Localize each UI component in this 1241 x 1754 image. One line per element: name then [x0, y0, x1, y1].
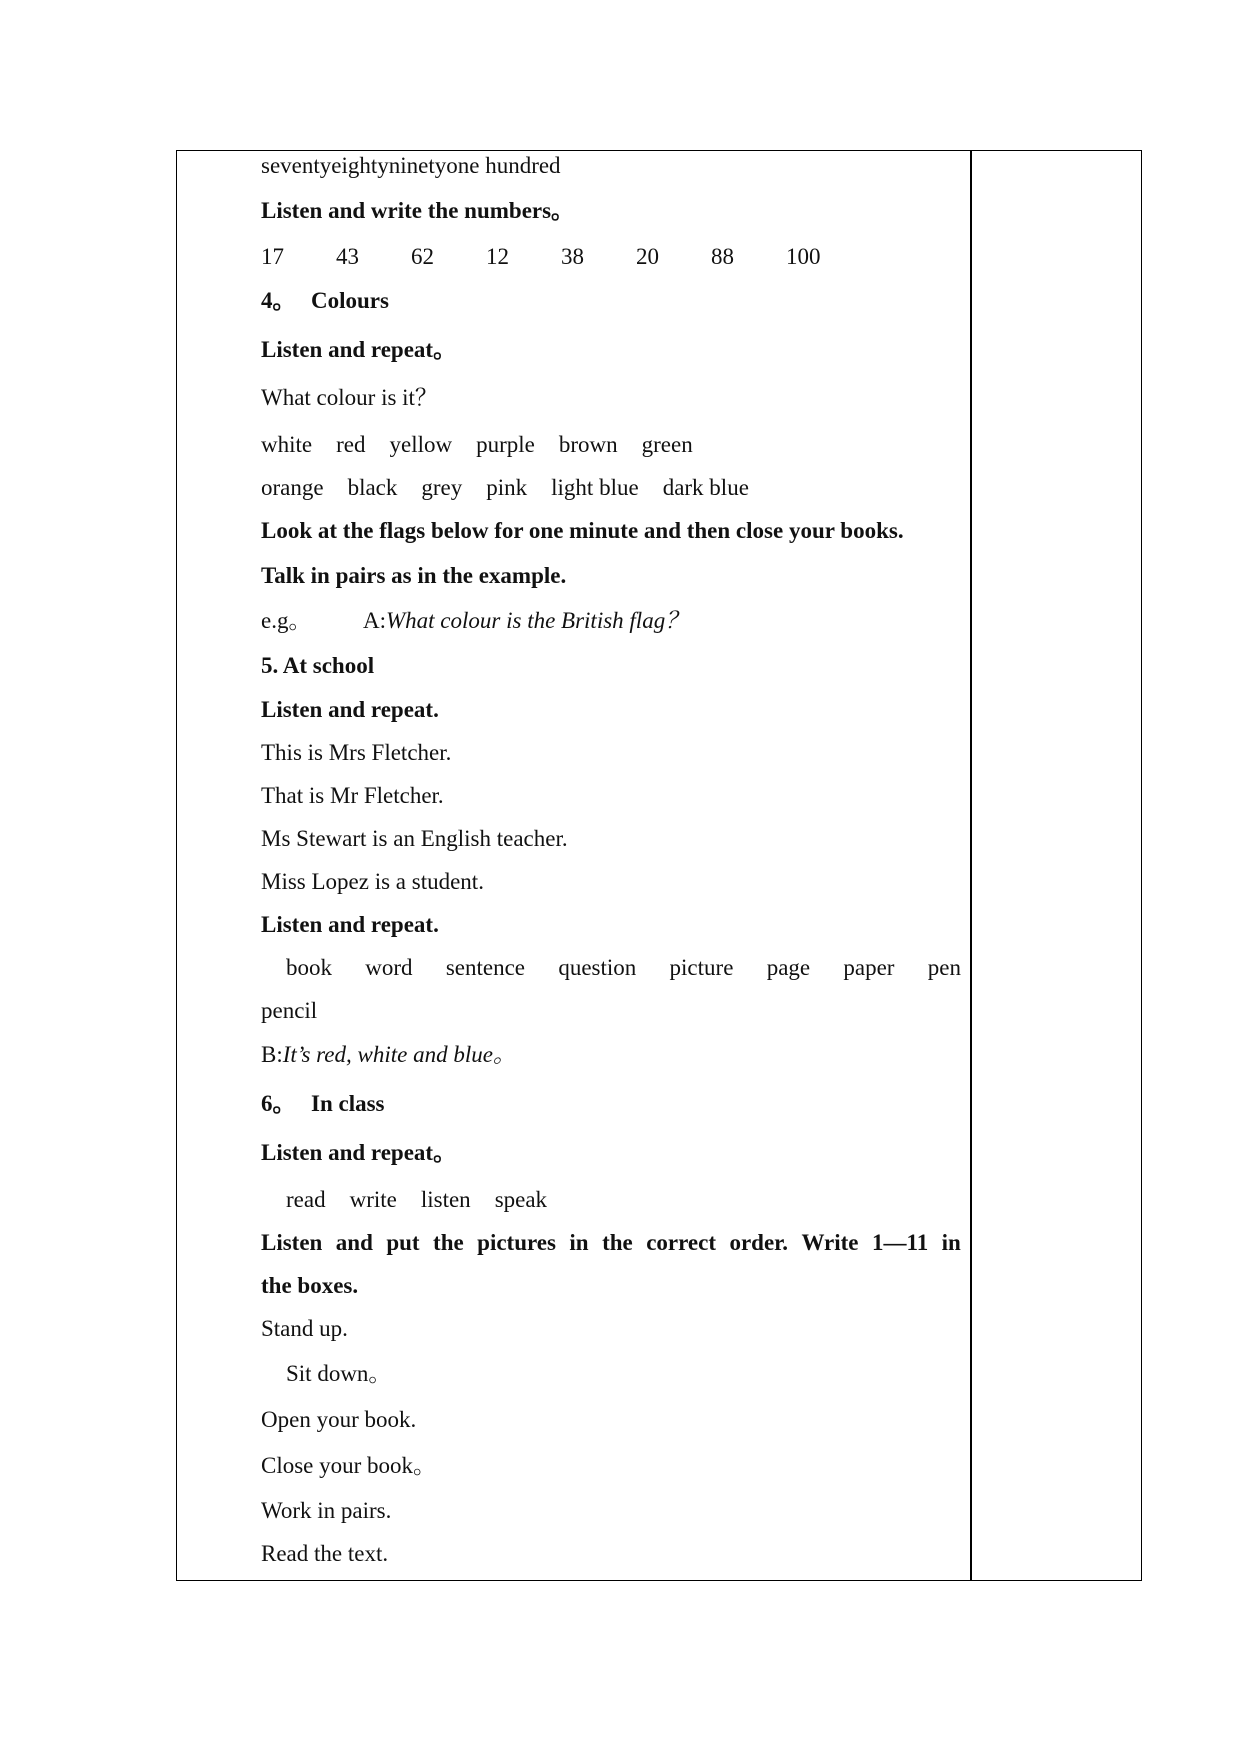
- instruction-word: and: [335, 1230, 373, 1255]
- class-word: write: [349, 1187, 397, 1212]
- colour-word: green: [641, 432, 693, 457]
- instruction-word: Write: [801, 1230, 859, 1255]
- school-word: pen: [927, 955, 961, 980]
- colour-word: brown: [558, 432, 618, 457]
- listen-repeat-heading: Listen and repeat.: [261, 697, 439, 722]
- example-speaker: A:: [363, 608, 386, 633]
- command-sit-down: Sit down。: [286, 1361, 392, 1386]
- sentence-ms-stewart: Ms Stewart is an English teacher.: [261, 826, 568, 851]
- school-word: sentence: [445, 955, 526, 980]
- class-word: read: [286, 1187, 326, 1212]
- section-4-heading: [261, 287, 389, 315]
- example-a: [261, 607, 688, 635]
- instruction-word: the: [602, 1230, 633, 1255]
- example-speaker: B:: [261, 1042, 283, 1067]
- command-open-book: Open your book.: [261, 1407, 417, 1432]
- colour-word: light blue: [551, 475, 639, 500]
- class-word: speak: [494, 1187, 548, 1212]
- listen-repeat-heading: Listen and repeat。: [261, 337, 457, 362]
- instruction-word: in: [569, 1230, 589, 1255]
- school-word: book: [286, 955, 332, 980]
- listen-write-heading: Listen and write the numbers。: [261, 198, 575, 223]
- example-label: e.g。: [261, 608, 312, 633]
- number-item: 38: [561, 244, 584, 269]
- put-pictures-instruction: [261, 1229, 961, 1257]
- colour-word: yellow: [389, 432, 453, 457]
- section-6-heading: [261, 1090, 385, 1118]
- section-title: Colours: [311, 288, 389, 313]
- instruction-word: pictures: [477, 1230, 556, 1255]
- colour-word: white: [261, 432, 313, 457]
- what-colour-question: What colour is it？: [261, 385, 438, 410]
- colours-row-1: [261, 431, 693, 459]
- instruction-word: order.: [729, 1230, 788, 1255]
- example-b: [261, 1041, 516, 1069]
- instruction-word: in: [941, 1230, 961, 1255]
- listen-repeat-heading: Listen and repeat。: [261, 1140, 457, 1165]
- numbers-words: seventyeightyninetyone hundred: [261, 153, 561, 178]
- number-item: 100: [786, 244, 821, 269]
- number-item: 20: [636, 244, 659, 269]
- number-item: 43: [336, 244, 359, 269]
- colour-word: dark blue: [662, 475, 749, 500]
- command-work-pairs: Work in pairs.: [261, 1498, 392, 1523]
- number-item: 17: [261, 244, 284, 269]
- command-close-book: Close your book。: [261, 1453, 437, 1478]
- section-title: In class: [311, 1091, 385, 1116]
- school-word-pencil: pencil: [261, 998, 318, 1023]
- number-item: 88: [711, 244, 734, 269]
- section-number: 4。: [261, 288, 296, 313]
- school-word: paper: [843, 955, 895, 980]
- listen-repeat-heading: Listen and repeat.: [261, 912, 439, 937]
- sentence-mrs-fletcher: This is Mrs Fletcher.: [261, 740, 452, 765]
- look-flags-instruction: Look at the flags below for one minute and then close your books.: [261, 518, 904, 543]
- example-question: What colour is the British flag？: [386, 608, 689, 633]
- colour-word: purple: [476, 432, 535, 457]
- command-read-text: Read the text.: [261, 1541, 389, 1566]
- table-column-divider: [970, 150, 972, 1581]
- instruction-word: 1—11: [871, 1230, 929, 1255]
- section-5-heading: 5. At school: [261, 653, 375, 678]
- example-answer: It’s red, white and blue。: [282, 1042, 516, 1067]
- colours-row-2: [261, 474, 749, 502]
- colour-word: grey: [421, 475, 463, 500]
- colour-word: red: [336, 432, 366, 457]
- instruction-word: correct: [646, 1230, 716, 1255]
- colour-word: pink: [486, 475, 528, 500]
- command-stand-up: Stand up.: [261, 1316, 348, 1341]
- colour-word: black: [347, 475, 398, 500]
- school-word: word: [365, 955, 413, 980]
- instruction-word: the: [433, 1230, 464, 1255]
- put-pictures-instruction-cont: the boxes.: [261, 1273, 359, 1298]
- school-word: question: [558, 955, 637, 980]
- class-words-row: [261, 1186, 547, 1214]
- number-item: 12: [486, 244, 509, 269]
- section-number: 6。: [261, 1091, 296, 1116]
- number-item: 62: [411, 244, 434, 269]
- sentence-miss-lopez: Miss Lopez is a student.: [261, 869, 484, 894]
- talk-pairs-instruction: Talk in pairs as in the example.: [261, 563, 567, 588]
- school-words-row: [261, 954, 961, 982]
- instruction-word: put: [386, 1230, 420, 1255]
- class-word: listen: [420, 1187, 471, 1212]
- colour-word: orange: [261, 475, 324, 500]
- school-word: picture: [669, 955, 734, 980]
- sentence-mr-fletcher: That is Mr Fletcher.: [261, 783, 444, 808]
- instruction-word: Listen: [261, 1230, 323, 1255]
- numbers-row: [261, 243, 861, 271]
- school-word: page: [766, 955, 811, 980]
